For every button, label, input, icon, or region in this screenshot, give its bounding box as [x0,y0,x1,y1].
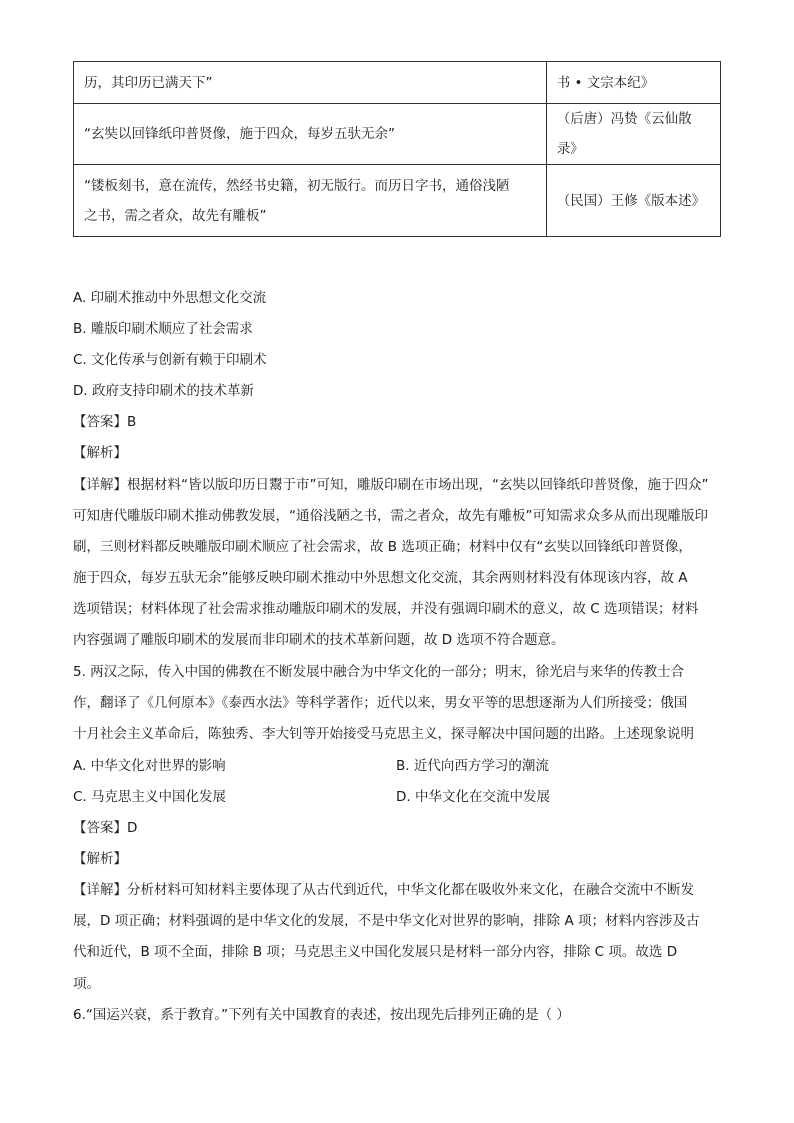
q4-detail-line: 施于四众，每岁五驮无余”能够反映印刷术推动中外思想文化交流，其余两则材料没有体现该内容，故 A [73,570,688,586]
q5-analysis-label: 【解析】 [73,851,127,867]
q6-stem: 6.“国运兴衰，系于教育。”下列有关中国教育的表述，按出现先后排列正确的是（ ） [73,1007,570,1023]
q5-detail-line: 项。 [73,976,100,992]
source-table [73,61,721,237]
table-cell-quote [74,165,547,237]
q4-detail-line: 选项错误；材料体现了社会需求推动雕版印刷术的发展，并没有强调印刷术的意义，故 C 选项错误；材料 [73,601,699,617]
q5-stem-line: 5. 两汉之际，传入中国的佛教在不断发展中融合为中华文化的一部分；明末，徐光启与来华的传教士合 [73,664,685,680]
q4-option-b: B. 雕版印刷术顺应了社会需求 [73,321,253,337]
q4-option-c: C. 文化传承与创新有赖于印刷术 [73,352,267,368]
q4-option-a: A. 印刷术推动中外思想文化交流 [73,290,267,306]
table-cell-quote: 历，其印历已满天下” [74,62,547,104]
q4-option-d: D. 政府支持印刷术的技术革新 [73,383,254,399]
table-cell-source: （民国）王修《版本述》 [546,165,720,237]
q4-detail-line: 刷，三则材料都反映雕版印刷术顺应了社会需求，故 B 选项正确；材料中仅有“玄奘以回锋纸印普贤像， [73,539,692,555]
table-cell-quote: “玄奘以回锋纸印普贤像，施于四众，每岁五驮无余” [74,104,547,165]
q4-detail-line: 【详解】根据材料“皆以版印历日鬻于市”可知，雕版印刷在市场出现，“玄奘以回锋纸印普贤像，施于四众” [73,477,709,493]
source-line: 录》 [556,141,584,157]
q4-analysis-label: 【解析】 [73,445,127,461]
table-cell-source: 书 • 文宗本纪》 [546,62,720,104]
q4-detail-line: 可知唐代雕版印刷术推动佛教发展，“通俗浅陋之书，需之者众，故先有雕板”可知需求众多从而出现雕版印 [73,508,708,524]
table-row [74,104,721,165]
quote-line: 之书，需之者众，故先有雕板” [84,207,267,224]
q5-option-b: B. 近代向西方学习的潮流 [396,758,549,774]
q5-option-c: C. 马克思主义中国化发展 [73,789,227,805]
table-cell-source [546,104,720,165]
source-line: （后唐）冯贽《云仙散 [556,111,692,127]
q5-detail-line: 【详解】分析材料可知材料主要体现了从古代到近代，中华文化都在吸收外来文化，在融合交流中不断发 [73,882,694,898]
q5-option-d: D. 中华文化在交流中发展 [396,789,550,805]
table-row [74,165,721,237]
q5-stem-line: 十月社会主义革命后，陈独秀、李大钊等开始接受马克思主义，探寻解决中国问题的出路。上述现象说明 [73,726,694,742]
quote-line: “镂板刻书，意在流传，然经书史籍，初无版行。而历日字书，通俗浅陋 [84,177,510,194]
table-row [74,62,721,104]
q5-detail-line: 代和近代，B 项不全面，排除 B 项；马克思主义中国化发展只是材料一部分内容，排除 C 项。故选 D [73,944,678,960]
q4-answer: 【答案】B [73,414,137,430]
q5-option-a: A. 中华文化对世界的影响 [73,758,226,774]
q4-detail-line: 内容强调了雕版印刷术的发展而非印刷术的技术革新问题，故 D 选项不符合题意。 [73,632,565,648]
q5-answer: 【答案】D [73,820,138,836]
q5-stem-line: 作，翻译了《几何原本》《泰西水法》等科学著作；近代以来，男女平等的思想逐渐为人们所接受；俄国 [73,695,688,711]
q5-detail-line: 展，D 项正确；材料强调的是中华文化的发展，不是中华文化对世界的影响，排除 A 项；材料内容涉及古 [73,913,700,929]
